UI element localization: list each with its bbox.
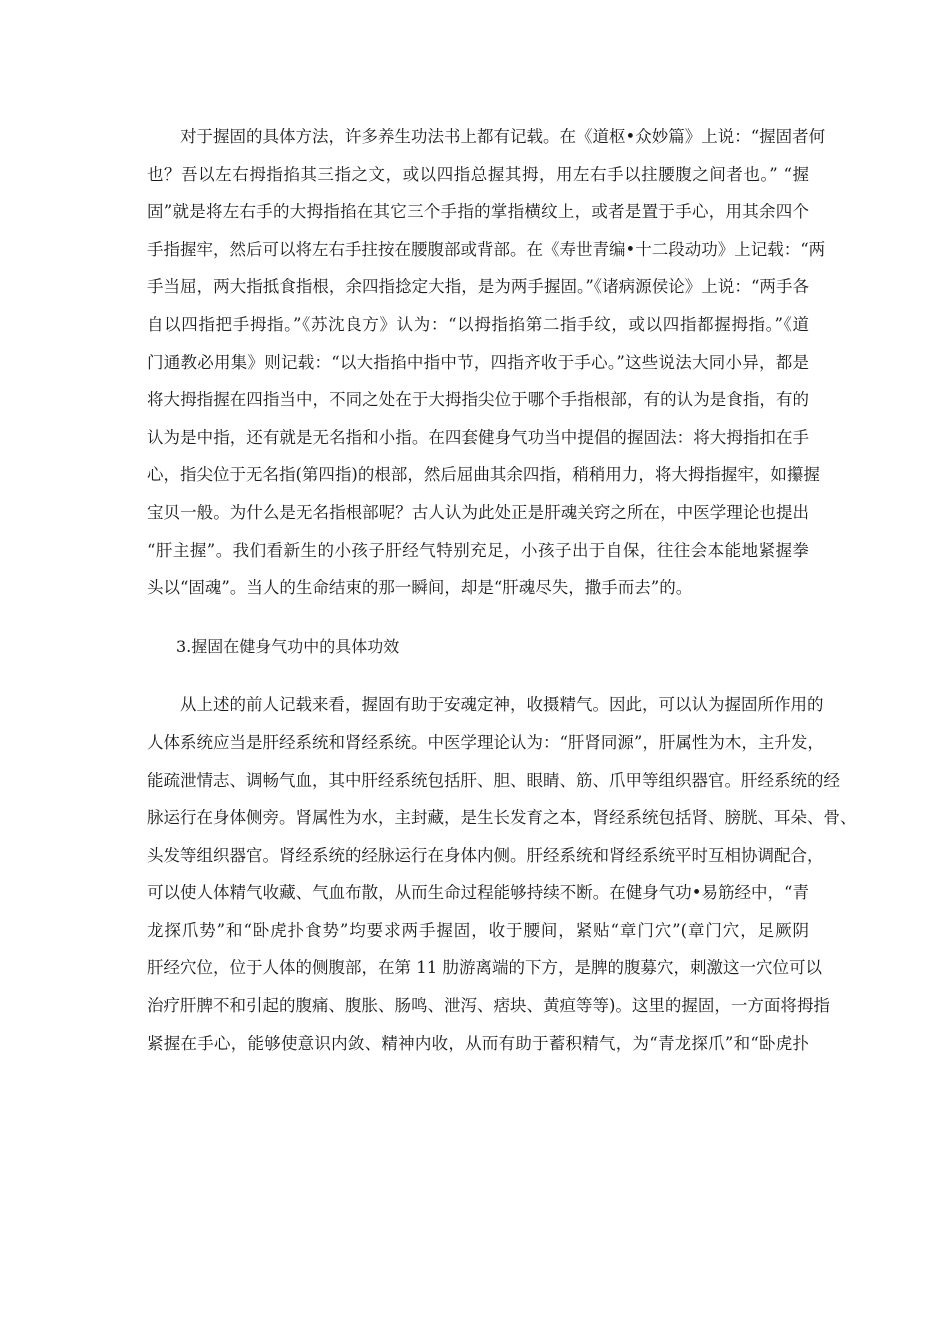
document-page: [147, 118, 857, 1062]
text-line: 手指握牢，然后可以将左右手拄按在腰腹部或背部。在《寿世青编•十二段动功》上记载：“两: [147, 239, 826, 259]
section-heading: 3.握固在健身气功中的具体功效: [176, 636, 400, 656]
text-line: 从上述的前人记载来看，握固有助于安魂定神，收摄精气。因此，可以认为握固所作用的: [180, 695, 824, 715]
text-line: 门通教必用集》则记载：“以大指掐中指中节，四指齐收于手心。”这些说法大同小异，都是: [147, 352, 809, 372]
text-line: 自以四指把手拇指。”《苏沈良方》认为：“以拇指掐第二指手纹，或以四指都握拇指。”《道: [147, 314, 809, 334]
text-line: 也？吾以左右拇指掐其三指之文，或以四指总握其拇，用左右手以拄腰腹之间者也。” “握: [147, 164, 809, 184]
text-line: 治疗肝脾不和引起的腹痛、腹胀、肠鸣、泄泻、痞块、黄疸等等)。这里的握固，一方面将拇指: [147, 996, 830, 1016]
text-line: 头发等组织器官。肾经系统的经脉运行在身体内侧。肝经系统和肾经系统平时互相协调配合，: [147, 845, 824, 865]
text-line: 肝经穴位，位于人体的侧腹部，在第 11 肋游离端的下方，是脾的腹募穴，刺激这一穴位可以: [147, 958, 822, 978]
text-line: 心，指尖位于无名指(第四指)的根部，然后屈曲其余四指，稍稍用力，将大拇指握牢，如攥握: [147, 465, 820, 485]
text-line: 能疏泄情志、调畅气血，其中肝经系统包括肝、胆、眼睛、筋、爪甲等组织器官。肝经系统的经: [147, 770, 840, 790]
text-line: 头以“固魂”。当人的生命结束的那一瞬间，却是“肝魂尽失，撒手而去”的。: [147, 578, 693, 598]
text-line: 认为是中指，还有就是无名指和小指。在四套健身气功当中提倡的握固法：将大拇指扣在手: [147, 427, 809, 447]
paragraph-grip-methods: [147, 118, 826, 607]
text-line: 紧握在手心，能够使意识内敛、精神内收，从而有助于蓄积精气，为“青龙探爪”和“卧虎扑: [147, 1033, 809, 1053]
text-line: 脉运行在身体侧旁。肾属性为水，主封藏，是生长发育之本，肾经系统包括肾、膀胱、耳朵、骨、: [147, 808, 857, 828]
paragraph-gap: [147, 607, 809, 628]
text-line: 手当屈，两大指抵食指根，余四指捻定大指，是为两手握固。”《诸病源侯论》上说：“两手各: [147, 277, 809, 297]
paragraph-gap: [147, 665, 809, 686]
text-line: 固”就是将左右手的大拇指掐在其它三个手指的掌指横纹上，或者是置于手心，用其余四个: [147, 202, 809, 222]
text-line: 龙探爪势”和“卧虎扑食势”均要求两手握固，收于腰间，紧贴“章门穴”(章门穴，足厥阴: [147, 920, 809, 940]
text-line: “肝主握”。我们看新生的小孩子肝经气特别充足，小孩子出于自保，往往会本能地紧握拳: [147, 540, 809, 560]
text-line: 宝贝一般。为什么是无名指根部呢？古人认为此处正是肝魂关窍之所在，中医学理论也提出: [147, 502, 809, 522]
text-line: 将大拇指握在四指当中，不同之处在于大拇指尖位于哪个手指根部，有的认为是食指，有的: [147, 390, 809, 410]
paragraph-grip-effects: [147, 686, 857, 1062]
text-line: 人体系统应当是肝经系统和肾经系统。中医学理论认为：“肝肾同源”，肝属性为木，主升发，: [147, 732, 824, 752]
text-line: 可以使人体精气收藏、气血布散，从而生命过程能够持续不断。在健身气功•易筋经中，“青: [147, 883, 809, 903]
text-line: 对于握固的具体方法，许多养生功法书上都有记载。在《道枢•众妙篇》上说：“握固者何: [180, 127, 826, 146]
